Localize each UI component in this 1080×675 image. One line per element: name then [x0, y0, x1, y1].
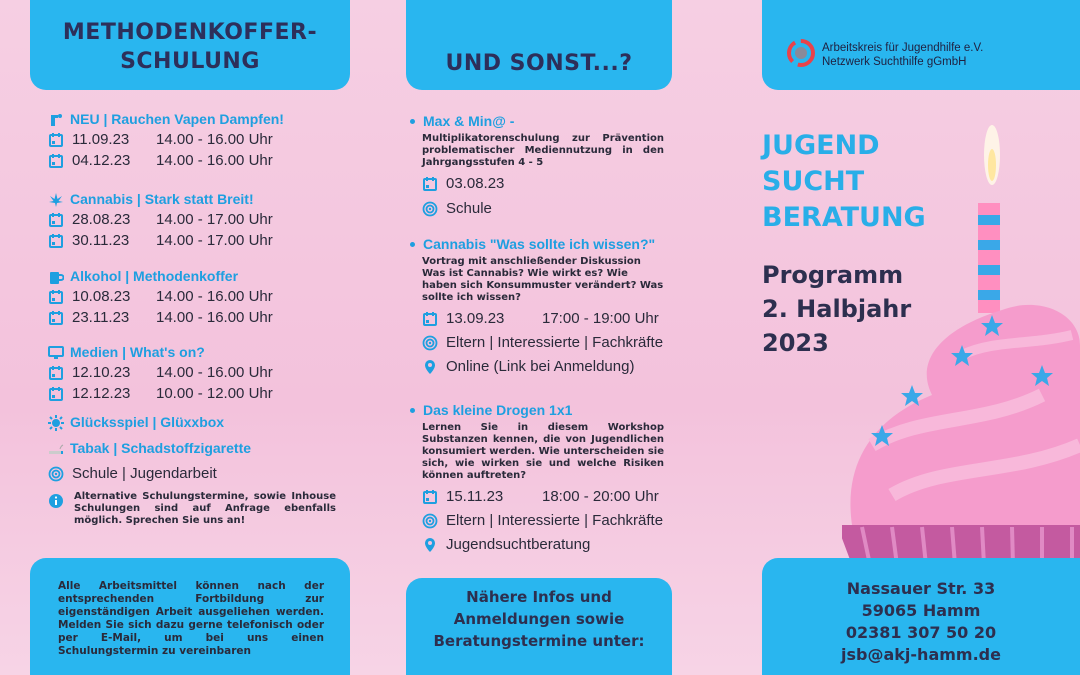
- date-row: [48, 383, 340, 404]
- event-time: 18:00 - 20:00 Uhr: [542, 488, 659, 505]
- event-target: Schule: [446, 200, 492, 217]
- section-title: Cannabis | Stark statt Breit!: [70, 191, 254, 207]
- target-icon: [422, 335, 438, 351]
- methodenkoffer-title: METHODENKOFFER- SCHULUNG: [62, 20, 318, 74]
- puff-icon: [48, 112, 64, 128]
- event-date: 13.09.23: [446, 310, 505, 327]
- target-icon: [422, 201, 438, 217]
- akj-logo-icon: [786, 38, 816, 72]
- more-info-text: Nähere Infos und Anmeldungen sowie Beratungstermine unter:: [433, 588, 645, 650]
- section-title: Alkohol | Methodenkoffer: [70, 268, 239, 284]
- event-title: Max & Min@ -: [423, 113, 515, 129]
- email-link[interactable]: jsb@akj-hamm.de: [841, 645, 1001, 664]
- org-subname: Netzwerk Suchthilfe gGmbH: [822, 56, 967, 68]
- event-desc: Lernen Sie in diesem Workshop Substanzen kennen, die von Jugendlichen konsumiert werden. Wie unterscheiden sie sich, wie wirken sie und welche Risiken können auftreten?: [422, 422, 664, 481]
- target-group: [48, 463, 340, 484]
- time: 10.00 - 12.00 Uhr: [156, 385, 273, 402]
- calendar-icon: [48, 289, 64, 305]
- location-pin-icon: [422, 359, 438, 375]
- date: 04.12.23: [72, 152, 131, 169]
- event-desc: Vortrag mit anschließender Diskussion Was ist Cannabis? Wie wirkt es? Wie haben sich Konsummuster verändert? Was sollte ich wissen?: [422, 256, 664, 303]
- time: 14.00 - 16.00 Uhr: [156, 131, 273, 148]
- date: 30.11.23: [72, 232, 130, 249]
- date-row: [48, 307, 340, 328]
- section-title: NEU | Rauchen Vapen Dampfen!: [70, 111, 284, 127]
- event-time: 17:00 - 19:00 Uhr: [542, 310, 659, 327]
- date: 12.12.23: [72, 385, 131, 402]
- monitor-icon: [48, 345, 64, 361]
- time: 14.00 - 17.00 Uhr: [156, 232, 273, 249]
- org-name: Arbeitskreis für Jugendhilfe e.V.: [822, 42, 984, 54]
- tabak-title: Tabak | Schadstoffzigarette: [70, 440, 252, 456]
- calendar-icon: [48, 310, 64, 326]
- info-icon: [48, 493, 64, 509]
- section-gluecksspiel: [48, 413, 340, 432]
- org-logo: [786, 38, 983, 72]
- section-rauchen: [48, 110, 340, 171]
- section-medien: [48, 343, 340, 404]
- gluecksspiel-title: Glücksspiel | Glüxxbox: [70, 414, 225, 430]
- event-location: Jugendsuchtberatung: [446, 536, 591, 553]
- calendar-icon: [48, 132, 64, 148]
- bullet: [410, 408, 415, 413]
- program-title: Programm 2. Halbjahr 2023: [762, 261, 912, 357]
- time: 14.00 - 16.00 Uhr: [156, 288, 273, 305]
- city: 59065 Hamm: [861, 601, 981, 620]
- cupcake-illustration: [842, 95, 1080, 565]
- calendar-icon: [422, 176, 438, 192]
- methodenkoffer-header: [30, 0, 350, 90]
- event-desc: Multiplikatorenschulung zur Prävention problematischer Mediennutzung in den Jahrgangsstufen 4 - 5: [422, 133, 664, 168]
- bullet: [410, 119, 415, 124]
- section-title: Medien | What's on?: [70, 344, 205, 360]
- time: 14.00 - 16.00 Uhr: [156, 152, 273, 169]
- section-cannabis: [48, 190, 340, 251]
- date: 12.10.23: [72, 364, 131, 381]
- contact-info: [762, 578, 1080, 666]
- footer-text: Alle Arbeitsmittel können nach der entsprechenden Fortbildung zur eigenständigen Arbeit ausgeliehen werden. Melden Sie sich dazu gerne telefonisch oder per E-Mail, um bei uns einen Schulungstermin zu vereinbaren: [58, 580, 324, 657]
- calendar-icon: [48, 365, 64, 381]
- section-tabak: [48, 439, 340, 458]
- sun-icon: [48, 415, 64, 431]
- info-note: [48, 491, 336, 527]
- column-methodenkoffer: [30, 0, 350, 675]
- leaf-icon: [48, 192, 64, 208]
- location-pin-icon: [422, 537, 438, 553]
- time: 14.00 - 16.00 Uhr: [156, 364, 273, 381]
- calendar-icon: [48, 233, 64, 249]
- event-title: Cannabis "Was sollte ich wissen?": [423, 236, 656, 252]
- date-row: [48, 209, 340, 230]
- date-row: [48, 362, 340, 383]
- brand-title: JUGEND SUCHT BERATUNG: [762, 130, 926, 233]
- target-text: Schule | Jugendarbeit: [72, 465, 217, 482]
- calendar-icon: [48, 212, 64, 228]
- time: 14.00 - 16.00 Uhr: [156, 309, 273, 326]
- event-location: Online (Link bei Anmeldung): [446, 358, 635, 375]
- event-target: Eltern | Interessierte | Fachkräfte: [446, 512, 664, 529]
- street: Nassauer Str. 33: [846, 579, 996, 598]
- event-date: 03.08.23: [446, 175, 505, 192]
- event-drogen: [410, 401, 664, 555]
- event-title: Das kleine Drogen 1x1: [423, 402, 573, 418]
- und-sonst-header: [406, 0, 672, 90]
- time: 14.00 - 17.00 Uhr: [156, 211, 273, 228]
- date: 10.08.23: [72, 288, 131, 305]
- beer-icon: [48, 269, 64, 285]
- calendar-icon: [48, 153, 64, 169]
- column-cover: [762, 0, 1080, 675]
- event-date: 15.11.23: [446, 488, 504, 505]
- calendar-icon: [48, 386, 64, 402]
- calendar-icon: [422, 311, 438, 327]
- date-row: [48, 230, 340, 251]
- bullet: [410, 242, 415, 247]
- calendar-icon: [422, 489, 438, 505]
- event-cannabis: [410, 235, 664, 377]
- section-alkohol: [48, 267, 340, 328]
- date-row: [48, 129, 340, 150]
- phone[interactable]: 02381 307 50 20: [845, 623, 997, 642]
- date-row: [48, 286, 340, 307]
- und-sonst-title: UND SONST...?: [445, 51, 633, 76]
- event-max-min: [410, 112, 664, 219]
- date-row: [48, 150, 340, 171]
- cigarette-icon: [48, 441, 64, 457]
- target-icon: [422, 513, 438, 529]
- date: 28.08.23: [72, 211, 131, 228]
- date: 11.09.23: [72, 131, 130, 148]
- target-icon: [48, 466, 64, 482]
- column-und-sonst: [406, 0, 672, 675]
- event-target: Eltern | Interessierte | Fachkräfte: [446, 334, 664, 351]
- info-text: Alternative Schulungstermine, sowie Inhouse Schulungen sind auf Anfrage ebenfalls möglich. Sprechen Sie uns an!: [74, 491, 336, 526]
- date: 23.11.23: [72, 309, 130, 326]
